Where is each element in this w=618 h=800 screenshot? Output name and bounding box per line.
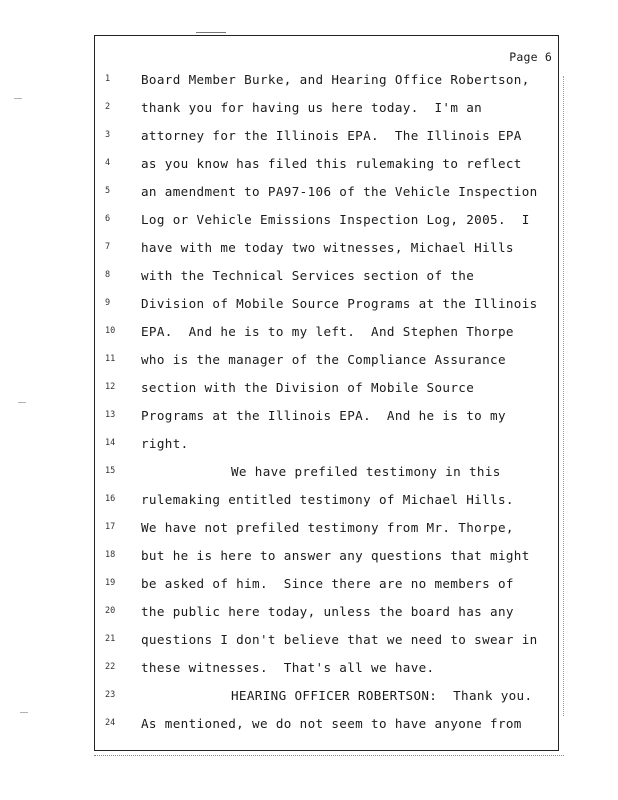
line-text: as you know has filed this rulemaking to reflect xyxy=(141,156,522,171)
transcript-line xyxy=(95,604,558,632)
line-number: 21 xyxy=(105,634,116,644)
line-number: 23 xyxy=(105,690,116,700)
transcript-line xyxy=(95,492,558,520)
transcript-line xyxy=(95,576,558,604)
line-text: with the Technical Services section of the xyxy=(141,268,475,283)
line-number: 7 xyxy=(105,242,111,252)
line-number: 1 xyxy=(105,74,111,84)
line-text: thank you for having us here today. I'm an xyxy=(141,100,483,115)
line-text: Division of Mobile Source Programs at the Illinois xyxy=(141,296,538,311)
line-text: attorney for the Illinois EPA. The Illinois EPA xyxy=(141,128,522,143)
scan-artifact-left-3 xyxy=(20,712,28,713)
line-text: Log or Vehicle Emissions Inspection Log, 2005. I xyxy=(141,212,530,227)
line-number: 2 xyxy=(105,102,111,112)
line-number: 11 xyxy=(105,354,116,364)
line-text: who is the manager of the Compliance Assurance xyxy=(141,352,506,367)
line-number: 10 xyxy=(105,326,116,336)
line-text: the public here today, unless the board has any xyxy=(141,604,514,619)
line-text: As mentioned, we do not seem to have anyone from xyxy=(141,716,522,731)
transcript-line xyxy=(95,716,558,744)
transcript-line xyxy=(95,324,558,352)
transcript-line xyxy=(95,520,558,548)
line-number: 18 xyxy=(105,550,116,560)
transcript-line xyxy=(95,128,558,156)
transcript-line xyxy=(95,688,558,716)
transcript-line xyxy=(95,380,558,408)
line-number: 13 xyxy=(105,410,116,420)
scan-artifact-left-1 xyxy=(14,98,22,99)
line-text: an amendment to PA97-106 of the Vehicle Inspection xyxy=(141,184,538,199)
line-text: section with the Division of Mobile Source xyxy=(141,380,475,395)
line-text: EPA. And he is to my left. And Stephen Thorpe xyxy=(141,324,514,339)
line-number: 4 xyxy=(105,158,111,168)
transcript-line xyxy=(95,268,558,296)
line-text: Board Member Burke, and Hearing Office Robertson, xyxy=(141,72,530,87)
line-text: right. xyxy=(141,436,189,451)
line-text: have with me today two witnesses, Michael Hills xyxy=(141,240,514,255)
line-number: 20 xyxy=(105,606,116,616)
line-number: 12 xyxy=(105,382,116,392)
line-text: We have not prefiled testimony from Mr. Thorpe, xyxy=(141,520,514,535)
line-number: 8 xyxy=(105,270,111,280)
transcript-line xyxy=(95,240,558,268)
transcript-line xyxy=(95,408,558,436)
line-text: but he is here to answer any questions that might xyxy=(141,548,530,563)
line-number: 16 xyxy=(105,494,116,504)
scan-artifact-left-2 xyxy=(18,402,26,403)
transcript-line xyxy=(95,100,558,128)
line-number: 22 xyxy=(105,662,116,672)
transcript-line xyxy=(95,156,558,184)
line-number: 24 xyxy=(105,718,116,728)
line-text: Programs at the Illinois EPA. And he is to my xyxy=(141,408,506,423)
transcript-line xyxy=(95,296,558,324)
line-text: We have prefiled testimony in this xyxy=(231,464,501,479)
transcript-line xyxy=(95,464,558,492)
line-number: 6 xyxy=(105,214,111,224)
line-number: 3 xyxy=(105,130,111,140)
line-text: rulemaking entitled testimony of Michael Hills. xyxy=(141,492,514,507)
line-number: 19 xyxy=(105,578,116,588)
line-number: 5 xyxy=(105,186,111,196)
transcript-line xyxy=(95,72,558,100)
line-text: HEARING OFFICER ROBERTSON: Thank you. xyxy=(231,688,533,703)
line-number: 14 xyxy=(105,438,116,448)
bottom-rule xyxy=(94,755,564,756)
line-text: be asked of him. Since there are no members of xyxy=(141,576,514,591)
transcript-line xyxy=(95,548,558,576)
line-number: 9 xyxy=(105,298,111,308)
line-text: these witnesses. That's all we have. xyxy=(141,660,435,675)
transcript-line xyxy=(95,660,558,688)
line-number: 17 xyxy=(105,522,116,532)
transcript-line xyxy=(95,352,558,380)
transcript-lines xyxy=(95,72,558,744)
scan-artifact-top xyxy=(196,32,226,33)
transcript-page xyxy=(94,35,559,751)
line-text: questions I don't believe that we need to swear in xyxy=(141,632,538,647)
transcript-line xyxy=(95,212,558,240)
page-number: Page 6 xyxy=(509,50,552,64)
line-number: 15 xyxy=(105,466,116,476)
transcript-line xyxy=(95,184,558,212)
transcript-line xyxy=(95,436,558,464)
transcript-line xyxy=(95,632,558,660)
